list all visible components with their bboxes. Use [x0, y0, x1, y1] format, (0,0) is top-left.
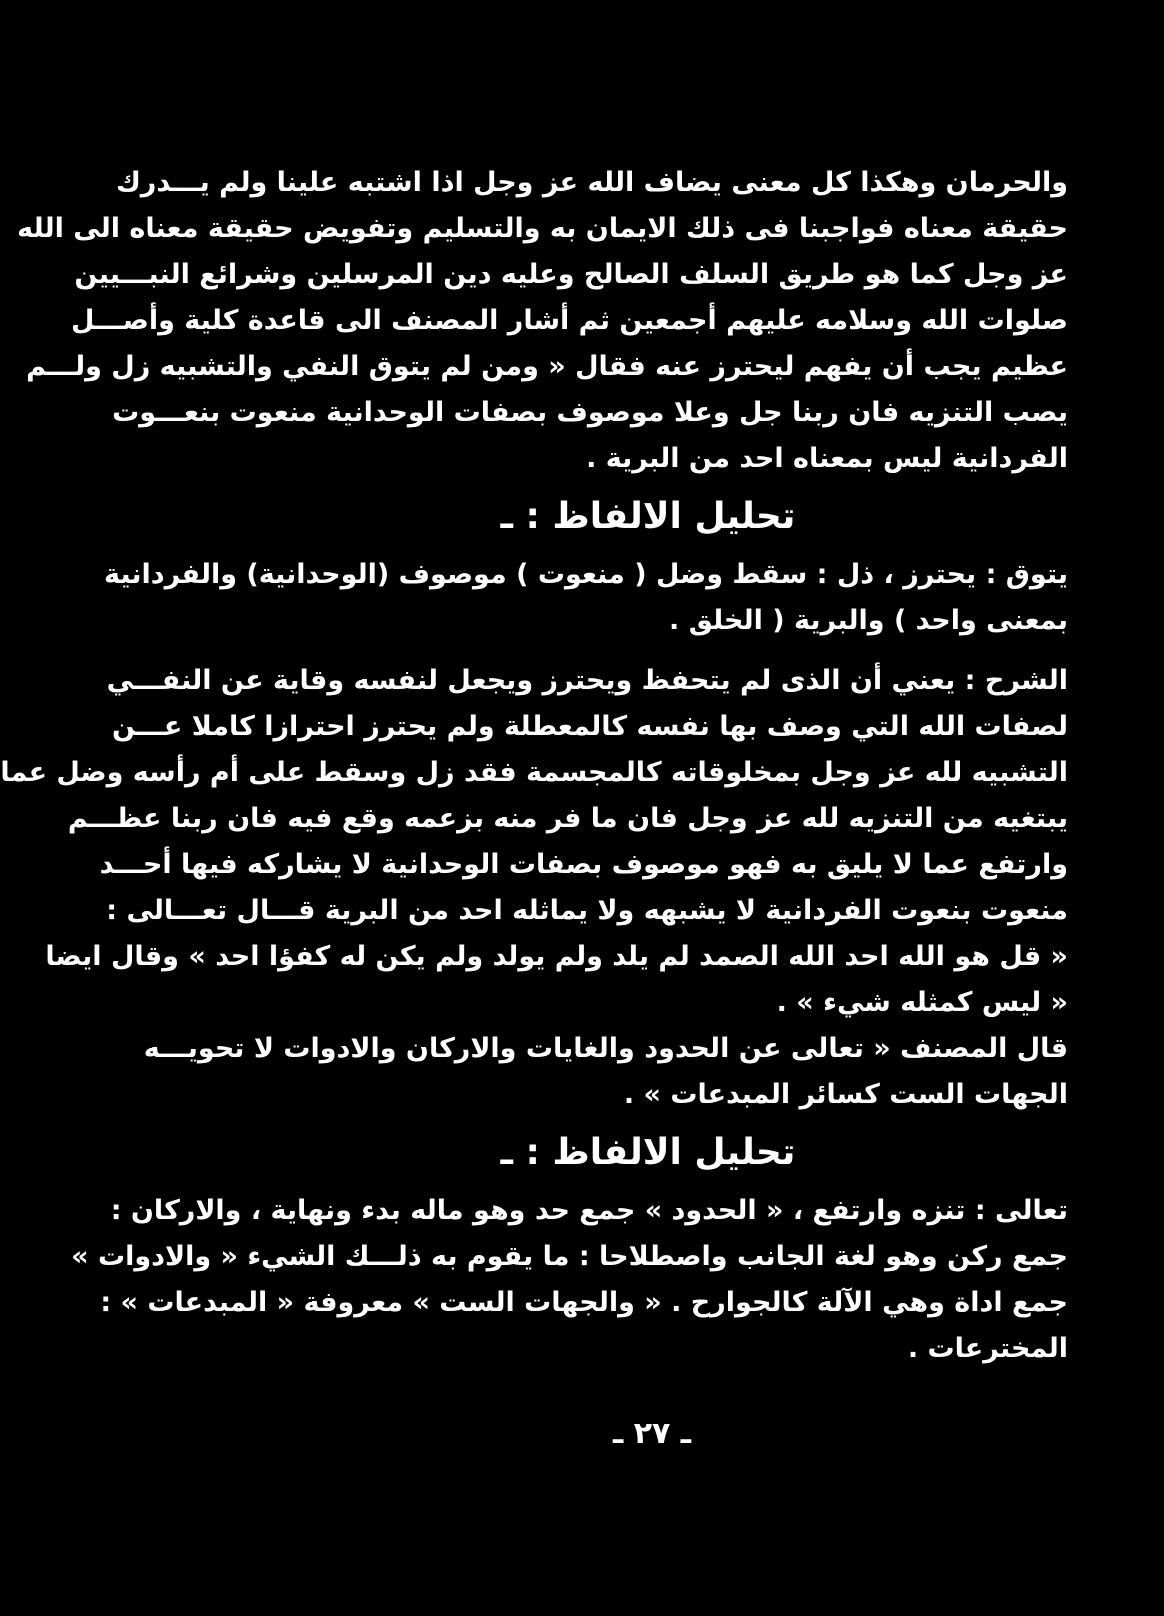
paragraph-1: [17, 160, 1068, 482]
text-line: يبتغيه من التنزيه لله عز وجل فان ما فر منه بزعمه وقع فيه فان ربنا عظـــم: [67, 803, 1068, 834]
text-line: بمعنى واحد ) والبرية ( الخلق .: [669, 605, 1068, 636]
paragraph-2: [103, 552, 1068, 644]
text-line: جمع ركن وهو لغة الجانب واصطلاحا : ما يقوم به ذلـــك الشيء « والادوات »: [71, 1241, 1068, 1272]
paragraph-4: [143, 1026, 1068, 1118]
section-heading-1: تحليل الالفاظ : ـ: [500, 496, 796, 537]
section-heading-2: تحليل الالفاظ : ـ: [500, 1132, 796, 1173]
text-line: وارتفع عما لا يليق به فهو موصوف بصفات الوحدانية لا يشاركه فيها أحـــد: [99, 849, 1068, 880]
paragraph-3: [0, 658, 1068, 1026]
text-line: قال المصنف « تعالى عن الحدود والغايات والاركان والادوات لا تحويـــه: [143, 1033, 1068, 1064]
page-number: ـ ٢٧ ـ: [612, 1416, 692, 1451]
text-line: يتوق : يحترز ، ذل : سقط وضل ( منعوت ) موصوف (الوحدانية) والفردانية: [103, 559, 1068, 590]
text-line: تعالى : تنزه وارتفع ، « الحدود » جمع حد وهو ماله بدء ونهاية ، والاركان :: [110, 1195, 1068, 1226]
text-line: عظيم يجب أن يفهم ليحترز عنه فقال « ومن لم يتوق النفي والتشبيه زل ولـــم: [26, 351, 1068, 382]
text-line: والحرمان وهكذا كل معنى يضاف الله عز وجل اذا اشتبه علينا ولم يـــدرك: [116, 167, 1068, 198]
paragraph-5: [71, 1188, 1068, 1372]
text-line: « قل هو الله احد الله الصمد لم يلد ولم يولد ولم يكن له كفؤا احد » وقال ايضا: [45, 941, 1068, 972]
text-line: الشرح : يعني أن الذى لم يتحفظ ويحترز ويجعل لنفسه وقاية عن النفـــي: [106, 665, 1068, 696]
text-line: « ليس كمثله شيء » .: [776, 987, 1068, 1018]
text-line: التشبيه لله عز وجل بمخلوقاته كالمجسمة فقد زل وسقط على أم رأسه وضل عما: [0, 757, 1068, 788]
text-line: الجهات الست كسائر المبدعات » .: [623, 1079, 1068, 1110]
text-line: عز وجل كما هو طريق السلف الصالح وعليه دين المرسلين وشرائع النبـــيين: [74, 259, 1068, 290]
page-body: [0, 160, 1068, 1372]
text-line: جمع اداة وهي الآلة كالجوارح . « والجهات الست » معروفة « المبدعات » :: [100, 1287, 1068, 1318]
text-line: منعوت بنعوت الفردانية لا يشبهه ولا يماثله احد من البرية قـــال تعـــالى :: [106, 895, 1068, 926]
text-line: لصفات الله التي وصف بها نفسه كالمعطلة ولم يحترز احترازا كاملا عـــن: [111, 711, 1068, 742]
text-line: الفردانية ليس بمعناه احد من البرية .: [586, 443, 1068, 474]
text-line: المخترعات .: [907, 1333, 1068, 1364]
text-line: حقيقة معناه فواجبنا فى ذلك الايمان به والتسليم وتفويض حقيقة معناه الى الله: [17, 213, 1068, 244]
text-line: صلوات الله وسلامه عليهم أجمعين ثم أشار المصنف الى قاعدة كلية وأصـــل: [70, 305, 1068, 336]
text-line: يصب التنزيه فان ربنا جل وعلا موصوف بصفات الوحدانية منعوت بنعـــوت: [112, 397, 1068, 428]
